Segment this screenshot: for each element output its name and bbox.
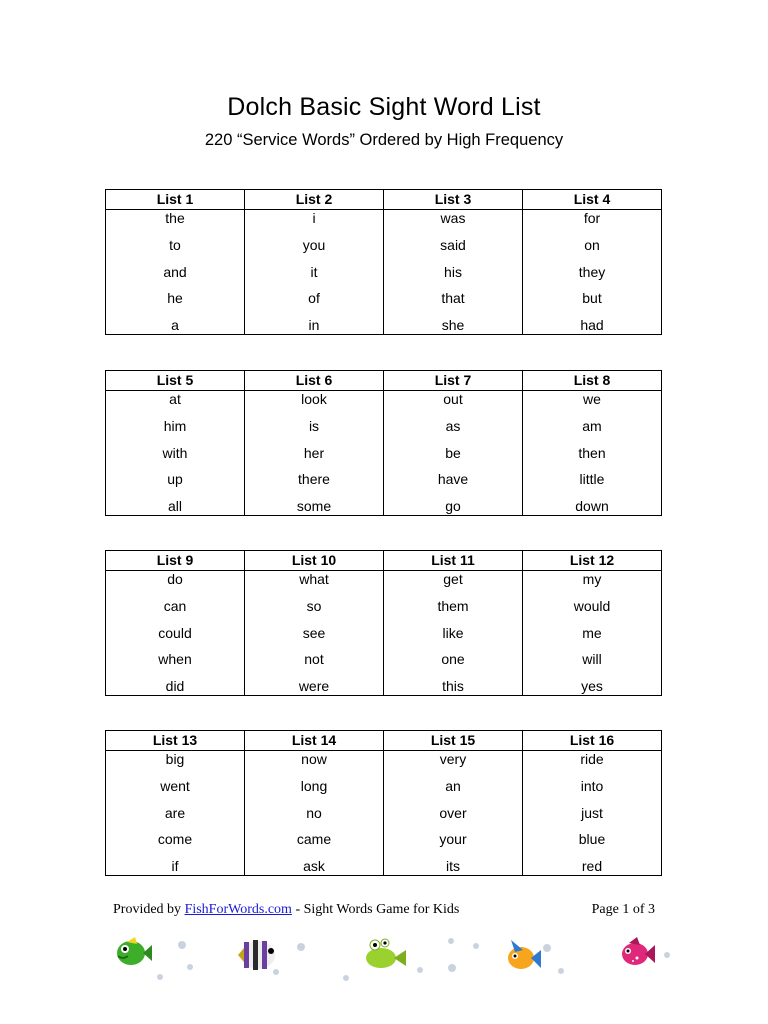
sight-word: went [160, 777, 190, 794]
sight-word: be [445, 444, 461, 461]
sight-word: go [445, 498, 461, 515]
list-header: List 2 [245, 190, 384, 209]
list-header: List 4 [573, 191, 611, 207]
sight-word: that [441, 290, 465, 307]
word-list-table [105, 370, 662, 516]
sight-word: if [171, 858, 179, 875]
sight-word: can [163, 597, 187, 614]
sight-word: but [582, 290, 602, 307]
sight-word: i [312, 210, 316, 226]
tagline-text: - Sight Words Game for Kids [291, 902, 460, 917]
sight-word: its [446, 858, 460, 875]
sight-word: into [580, 777, 604, 794]
sight-word: have [437, 471, 469, 488]
sight-word: were [298, 678, 330, 695]
sight-word: he [167, 290, 183, 307]
word-column [106, 571, 245, 695]
fish-decoration [0, 928, 768, 988]
word-column [384, 210, 523, 334]
sight-word: to [169, 236, 181, 253]
sight-word: red [581, 858, 603, 875]
provided-by-text: Provided by [113, 902, 185, 917]
word-column [106, 391, 245, 515]
striped-fish-icon [236, 936, 280, 972]
sight-word: is [308, 417, 320, 434]
list-header: List 15 [384, 731, 523, 750]
sight-word: some [296, 498, 332, 515]
table-header-row [106, 190, 661, 210]
sight-word: him [163, 417, 187, 434]
sight-word: could [158, 624, 192, 641]
sight-word: this [442, 678, 464, 695]
sight-word: as [445, 417, 461, 434]
list-header: List 12 [569, 552, 615, 568]
sight-word: little [579, 471, 605, 488]
word-column [523, 210, 661, 334]
word-column [245, 210, 384, 334]
sight-word: all [167, 498, 182, 515]
sight-word: not [304, 651, 324, 668]
sight-word: just [581, 804, 603, 821]
word-column [523, 751, 661, 875]
sight-word: me [582, 624, 602, 641]
sight-word: you [302, 236, 326, 253]
sight-word: one [441, 651, 465, 668]
sight-word: and [163, 263, 187, 280]
sight-word: up [167, 471, 183, 488]
sight-word: long [300, 777, 328, 794]
sight-word: they [578, 263, 606, 280]
word-column [384, 571, 523, 695]
lime-fish-icon [361, 938, 409, 974]
green-fish-icon [113, 936, 153, 970]
page-number: Page 1 of 3 [591, 902, 655, 917]
sight-word: her [303, 444, 325, 461]
table-body [106, 391, 661, 515]
list-header: List 7 [384, 371, 523, 390]
sight-word: at [169, 391, 181, 407]
sight-word: when [158, 651, 192, 668]
sight-word: ask [303, 858, 325, 875]
word-column [384, 391, 523, 515]
word-column [245, 391, 384, 515]
sight-word: see [302, 624, 326, 641]
sight-word: in [308, 317, 320, 334]
sight-word: out [443, 391, 463, 407]
sight-word: did [165, 678, 185, 695]
sight-word: ride [580, 751, 604, 767]
sight-word: for [583, 210, 601, 226]
word-column [384, 751, 523, 875]
word-column [106, 751, 245, 875]
sight-word: over [439, 804, 467, 821]
word-column [523, 391, 661, 515]
list-header: List 6 [245, 371, 384, 390]
sight-word: blue [578, 831, 606, 848]
word-column [106, 210, 245, 334]
list-header: List 3 [384, 190, 523, 209]
sight-word: had [580, 317, 604, 334]
list-header: List 14 [245, 731, 384, 750]
sight-word: would [573, 597, 611, 614]
page-subtitle: 220 “Service Words” Ordered by High Frequency [204, 131, 564, 149]
sight-word: are [164, 804, 186, 821]
list-header: List 16 [569, 732, 615, 748]
sight-word: yes [581, 678, 603, 695]
sight-word: said [440, 236, 466, 253]
sight-word: will [582, 651, 602, 668]
table-header-row [106, 551, 661, 571]
sight-word: with [162, 444, 188, 461]
sight-word: then [578, 444, 606, 461]
sight-word: big [165, 751, 185, 767]
sight-word: his [444, 263, 462, 280]
word-list-table [105, 189, 662, 335]
table-body [106, 210, 661, 334]
sight-word: came [296, 831, 332, 848]
sight-word: a [171, 317, 179, 334]
sight-word: down [575, 498, 609, 515]
sight-word: my [582, 571, 602, 587]
sight-word: there [298, 471, 330, 488]
sight-word: no [306, 804, 322, 821]
sight-word: very [439, 751, 467, 767]
word-column [245, 571, 384, 695]
sight-word: get [443, 571, 463, 587]
sight-word: your [439, 831, 467, 848]
sight-word: come [157, 831, 193, 848]
sight-word: am [582, 417, 602, 434]
sight-word: it [310, 263, 318, 280]
word-list-table [105, 550, 662, 696]
list-header: List 11 [384, 551, 523, 570]
sight-word: like [442, 624, 464, 641]
orange-fish-icon [503, 936, 543, 976]
list-header: List 1 [106, 190, 245, 209]
sight-word: she [441, 317, 465, 334]
word-list-table [105, 730, 662, 876]
list-header: List 10 [245, 551, 384, 570]
table-header-row [106, 731, 661, 751]
sight-word: was [440, 210, 466, 226]
sight-word: now [301, 751, 327, 767]
sight-word: an [445, 777, 461, 794]
sight-word: them [437, 597, 469, 614]
footer-credit [113, 902, 459, 918]
pink-fish-icon [617, 936, 657, 972]
sight-word: on [584, 236, 600, 253]
sight-word: so [306, 597, 322, 614]
word-column [245, 751, 384, 875]
list-header: List 9 [106, 551, 245, 570]
fishforwords-link[interactable]: FishForWords.com [184, 902, 292, 917]
table-header-row [106, 371, 661, 391]
list-header: List 5 [106, 371, 245, 390]
sight-word: the [165, 210, 185, 226]
list-header: List 13 [106, 731, 245, 750]
sight-word: what [299, 571, 329, 587]
table-body [106, 751, 661, 875]
page-title: Dolch Basic Sight Word List [227, 93, 541, 121]
word-column [523, 571, 661, 695]
sight-word: do [167, 571, 183, 587]
list-header: List 8 [573, 372, 611, 388]
sight-word: of [308, 290, 320, 307]
table-body [106, 571, 661, 695]
sight-word: look [301, 391, 327, 407]
sight-word: we [583, 391, 601, 407]
